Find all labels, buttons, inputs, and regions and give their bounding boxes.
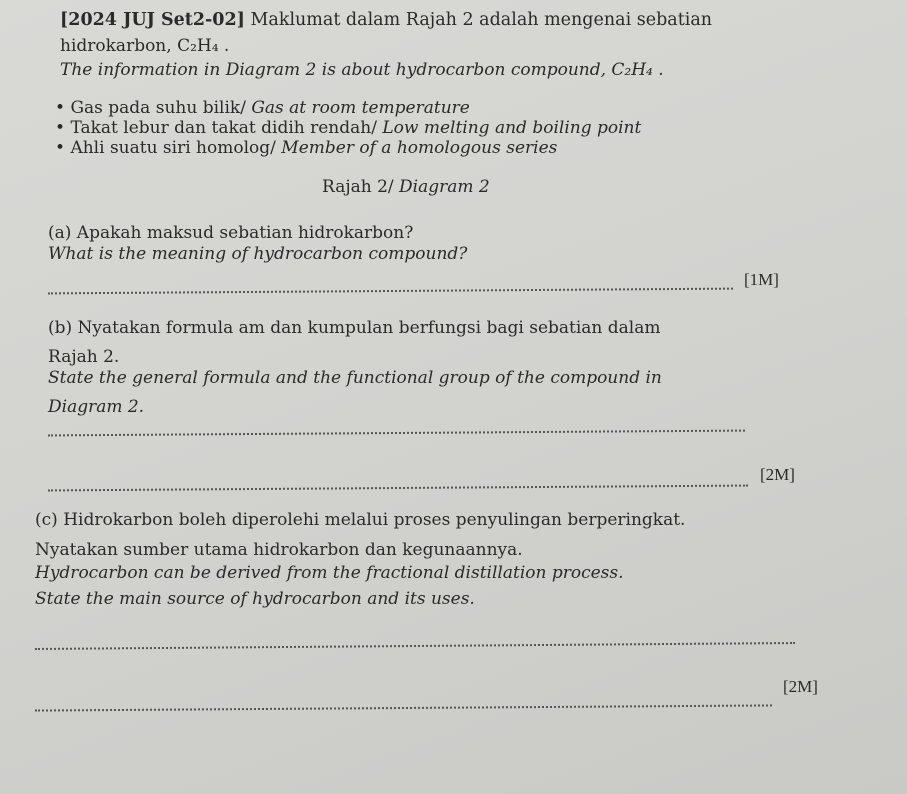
question-c-ms-2: Nyatakan sumber utama hidrokarbon dan kegunaannya. — [35, 540, 523, 560]
bullet-ms: Gas pada suhu bilik/ — [70, 98, 252, 118]
bullet-item: • Takat lebur dan takat didih rendah/ Low melting and boiling point — [55, 118, 642, 138]
question-a-ms: (a) Apakah maksud sebatian hidrokarbon? — [48, 223, 414, 243]
question-b-ms-1: (b) Nyatakan formula am dan kumpulan berfungsi bagi sebatian dalam — [48, 318, 661, 338]
bullet-ms: Takat lebur dan takat didih rendah/ — [70, 118, 383, 138]
question-b-ms-2: Rajah 2. — [48, 347, 120, 367]
marks-label: [2M] — [760, 465, 795, 484]
caption-ms: Rajah 2/ — [322, 177, 400, 197]
question-b-en-1: State the general formula and the functional group of the compound in — [48, 368, 662, 388]
question-b-en-2: Diagram 2. — [48, 397, 145, 417]
caption-en: Diagram 2 — [399, 177, 490, 197]
marks-label: [2M] — [783, 677, 818, 696]
intro-text: Maklumat dalam Rajah 2 adalah mengenai sebatian — [244, 10, 713, 30]
question-c-en-1: Hydrocarbon can be derived from the fractional distillation process. — [35, 563, 624, 583]
answer-line[interactable] — [35, 642, 795, 650]
bullet-en: Member of a homologous series — [281, 138, 558, 158]
answer-line[interactable] — [48, 485, 748, 492]
bullet-en: Low melting and boiling point — [382, 118, 642, 138]
answer-line[interactable] — [48, 430, 745, 437]
question-c-en-2: State the main source of hydrocarbon and its uses. — [35, 589, 475, 609]
bullet-item: • Ahli suatu siri homolog/ Member of a homologous series — [55, 138, 558, 158]
answer-line[interactable] — [48, 288, 733, 295]
diagram-caption — [322, 177, 490, 197]
marks-label: [1M] — [744, 270, 779, 289]
bullet-ms: Ahli suatu siri homolog/ — [70, 138, 282, 158]
bullet-en: Gas at room temperature — [251, 98, 470, 118]
intro-line-2: hidrokarbon, C₂H₄ . — [60, 36, 230, 56]
intro-line-1 — [60, 10, 712, 30]
question-tag: [2024 JUJ Set2-02] — [60, 10, 245, 30]
answer-line[interactable] — [35, 704, 772, 711]
bullet-item: • Gas pada suhu bilik/ Gas at room temperature — [55, 98, 470, 118]
question-c-ms-1: (c) Hidrokarbon boleh diperolehi melalui proses penyulingan berperingkat. — [35, 510, 686, 530]
question-a-en: What is the meaning of hydrocarbon compound? — [48, 244, 468, 264]
intro-line-3-en: The information in Diagram 2 is about hydrocarbon compound, C₂H₄ . — [60, 60, 664, 80]
